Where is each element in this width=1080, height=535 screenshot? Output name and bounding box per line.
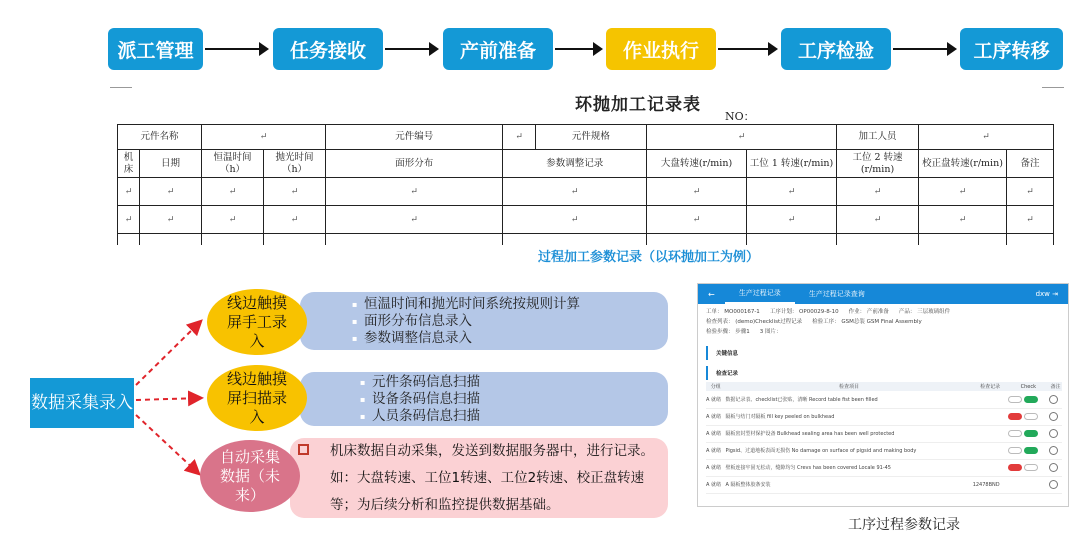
arrow-to-scan xyxy=(136,398,200,400)
list-item: ▪ 参数调整信息录入 xyxy=(352,330,668,347)
flow-step-prepare: 产前准备 xyxy=(443,28,553,70)
header-cell: 备注 xyxy=(1007,150,1054,178)
record-caption: 过程加工参数记录（以环抛加工为例） xyxy=(538,250,760,265)
list-item: ▪ 恒温时间和抛光时间系统按规则计算 xyxy=(352,296,668,313)
bullet-square-icon xyxy=(298,444,309,455)
app-caption: 工序过程参数记录 xyxy=(848,517,960,533)
scan-entry-bar xyxy=(300,372,668,426)
table-row: A 就绪 隔板密封型材保护设备 Bulkhead sealing area has been well protected xyxy=(706,425,1062,442)
header-cell: 参数调整记录 xyxy=(503,150,647,178)
logout-icon: ⇥ xyxy=(1052,290,1058,298)
cell-label: 加工人员 xyxy=(837,125,919,150)
section-title: 关键信息 xyxy=(706,346,1060,360)
header-cell: 校正盘转速(r/min) xyxy=(919,150,1007,178)
flow-step-dispatch: 派工管理 xyxy=(108,28,203,70)
auto-collect-oval: 自动采集数据（未来） xyxy=(200,440,300,512)
header-cell: 面形分布 xyxy=(326,150,503,178)
app-screenshot xyxy=(697,283,1069,507)
header-cell: 工位 2 转速(r/min) xyxy=(837,150,919,178)
table-cell: ↵ xyxy=(647,125,837,150)
user-label[interactable]: dxw ⇥ xyxy=(1035,290,1058,298)
arrow-to-auto xyxy=(136,415,198,473)
tab-production-record[interactable]: 生产过程记录 xyxy=(725,284,795,304)
more-icon xyxy=(1049,395,1058,404)
header-cell: 大盘转速(r/min) xyxy=(647,150,747,178)
header-cell: 工位 1 转速(r/min) xyxy=(747,150,837,178)
table-row: ↵ ↵ ↵ ↵ ↵ ↵ ↵ ↵ ↵ ↵ ↵ xyxy=(118,178,1054,206)
more-icon xyxy=(1049,429,1058,438)
flow-step-inspect: 工序检验 xyxy=(781,28,891,70)
table-row: A 就绪 数据记录表、checklist已张贴，清晰 Record table fist been filled xyxy=(706,391,1062,408)
data-entry-box: 数据采集录入 xyxy=(30,378,134,428)
section-title: 检查记录 xyxy=(706,366,1060,380)
manual-entry-oval: 线边触摸屏手工录入 xyxy=(207,289,307,355)
table-row: ↵ ↵ ↵ ↵ ↵ ↵ ↵ ↵ ↵ ↵ ↵ xyxy=(118,206,1054,234)
auto-collect-text: 机床数据自动采集，发送到数据服务器中，进行记录。如：大盘转速、工位1转速、工位2转速、校正盘转速等；为后续分析和监控提供数据基础。 xyxy=(330,442,654,513)
check-table: 分组 检查项目 检查记录 Check 备注 A 就绪 数据记录表、checklist已张贴，清晰 Record table fist been filled A 就绪 隔板与结门对隔板 fill key peeled on bulkhead A 就绪 隔板密封型材保护设备 Bulkhead sealing area has been well protected A 就绪 Pigsid、过道地板表面无损伤 No damage on surface of pigsid and making body A 就绪 壁板连接牢固无松动，缝隙均匀 Crevs has been covered Locale 91-45 A 就绪 A 隔板整体胶条安装 12478BND xyxy=(706,382,1062,494)
arrow-to-manual xyxy=(136,322,200,385)
flow-step-transfer: 工序转移 xyxy=(960,28,1063,70)
header-cell: 机床 xyxy=(118,150,140,178)
back-icon[interactable]: ← xyxy=(708,289,715,299)
app-header xyxy=(698,284,1068,304)
list-item: ▪ 人员条码信息扫描 xyxy=(360,408,668,425)
auto-collect-bar xyxy=(290,438,668,518)
more-icon xyxy=(1049,412,1058,421)
cell-label: 元件编号 xyxy=(326,125,503,150)
more-icon xyxy=(1049,446,1058,455)
more-icon xyxy=(1049,480,1058,489)
app-meta: 工单： MO000167-1 工序计划： OP00029-8-10 作业： 产前准备 产品： 三层玻璃组件 检查列表： (demo)Checklist过程记录 检验工序： GSM总装 GSM Final Assembly 检验步骤： 步骤1 3 图片： xyxy=(706,309,951,335)
list-item: ▪ 设备条码信息扫描 xyxy=(360,391,668,408)
flow-step-execute: 作业执行 xyxy=(606,28,716,70)
tab-record-query[interactable]: 生产过程记录查询 xyxy=(808,290,865,298)
record-title: 环抛加工记录表 xyxy=(575,95,701,115)
cell-label: 元件名称 xyxy=(118,125,202,150)
table-row: A 就绪 壁板连接牢固无松动，缝隙均匀 Crevs has been covered Locale 91-45 xyxy=(706,459,1062,476)
cell-label: 元件规格 xyxy=(535,125,646,150)
scan-entry-oval: 线边触摸屏扫描录入 xyxy=(207,365,307,431)
table-cell: ↵ xyxy=(503,125,535,150)
table-cell: ↵ xyxy=(919,125,1054,150)
more-icon xyxy=(1049,463,1058,472)
list-item: ▪ 元件条码信息扫描 xyxy=(360,374,668,391)
list-item: ▪ 面形分布信息录入 xyxy=(352,313,668,330)
table-cell: ↵ xyxy=(202,125,326,150)
table-row: A 就绪 A 隔板整体胶条安装 12478BND xyxy=(706,476,1062,493)
flow-step-receive: 任务接收 xyxy=(273,28,383,70)
manual-entry-bar xyxy=(300,292,668,350)
record-no-label: NO： xyxy=(725,110,755,123)
table-row: A 就绪 隔板与结门对隔板 fill key peeled on bulkhead xyxy=(706,408,1062,425)
header-cell: 日期 xyxy=(140,150,202,178)
header-cell: 抛光时间（h） xyxy=(264,150,326,178)
header-cell: 恒温时间（h） xyxy=(202,150,264,178)
table-row: A 就绪 Pigsid、过道地板表面无损伤 No damage on surface of pigsid and making body xyxy=(706,442,1062,459)
